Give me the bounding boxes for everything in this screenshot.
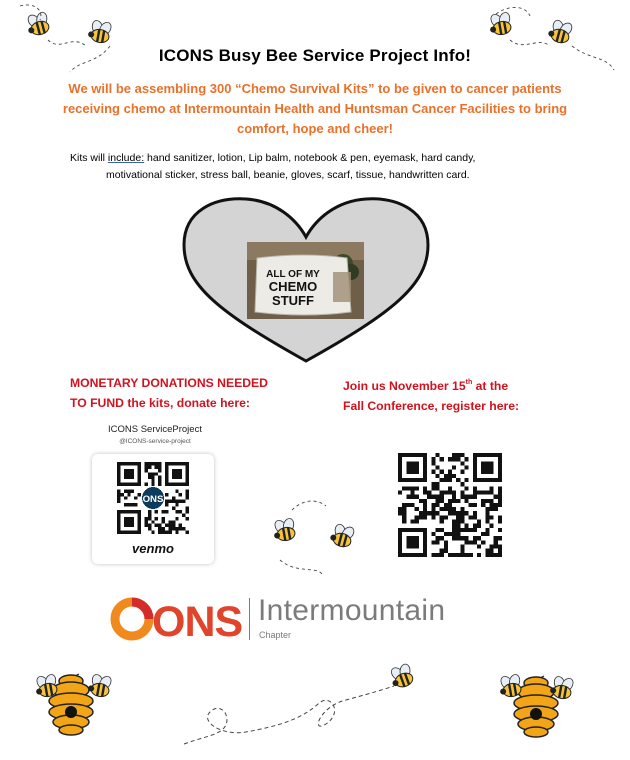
conference-line2: Fall Conference, register here: xyxy=(343,399,520,413)
kits-include-word: include: xyxy=(107,152,145,164)
bee-icon xyxy=(33,672,60,699)
kits-prefix: Kits will xyxy=(70,152,108,164)
bee-icon xyxy=(387,661,417,691)
bee-icon xyxy=(497,672,524,699)
intro-paragraph: We will be assembling 300 “Chemo Survival Kits” to be given to cancer patients receiving chemo at Intermountain Health and Huntsman Cancer Facilities to bring comfort, hope and cheer! xyxy=(62,81,568,136)
donation-callout xyxy=(70,373,310,413)
chemo-bag-photo xyxy=(247,242,364,319)
conference-sup: th xyxy=(465,379,473,386)
bee-icon xyxy=(24,9,53,37)
donation-line1: MONETARY DONATIONS NEEDED xyxy=(70,376,268,390)
venmo-header xyxy=(90,424,220,445)
page-title: ICONS Busy Bee Service Project Info! xyxy=(158,46,472,65)
bee-icon xyxy=(271,516,298,543)
bee-icon xyxy=(87,18,114,45)
venmo-qr-code-icon[interactable] xyxy=(117,462,189,534)
conference-line1b: at the xyxy=(472,379,509,393)
bee-icon xyxy=(329,521,358,549)
ons-logo xyxy=(110,596,248,642)
beehive-icon xyxy=(514,676,558,737)
bag-text-line1: ALL OF MY xyxy=(266,269,320,280)
donation-line2: TO FUND the kits, donate here: xyxy=(70,396,250,410)
bee-icon xyxy=(547,17,576,45)
bee-icon xyxy=(549,674,576,701)
chapter-label: Chapter xyxy=(259,630,292,640)
kits-list xyxy=(70,150,570,184)
qr-code-icon[interactable] xyxy=(398,453,502,557)
conference-callout xyxy=(343,373,583,416)
venmo-qr-center-label: ONS xyxy=(142,493,164,505)
kits-line1: hand sanitizer, lotion, Lip balm, notebook & pen, eyemask, hard candy, xyxy=(144,152,476,164)
chapter-name: Intermountain xyxy=(258,594,446,627)
venmo-name: ICONS ServiceProject xyxy=(108,424,202,435)
logo-divider xyxy=(249,598,250,640)
beehive-icon xyxy=(49,674,93,735)
bee-icon xyxy=(487,10,514,37)
venmo-handle: @ICONS-service-project xyxy=(119,438,191,445)
bee-icon xyxy=(87,672,114,699)
ons-logo-text: ONS xyxy=(152,598,243,642)
bag-text-line3: STUFF xyxy=(272,293,314,308)
venmo-wordmark: venmo xyxy=(132,541,174,556)
kits-line2: motivational sticker, stress ball, beanie, gloves, scarf, tissue, handwritten card. xyxy=(106,169,470,181)
bag-text-line2: CHEMO xyxy=(268,279,318,294)
conference-line1a: Join us November 15 xyxy=(343,379,466,393)
